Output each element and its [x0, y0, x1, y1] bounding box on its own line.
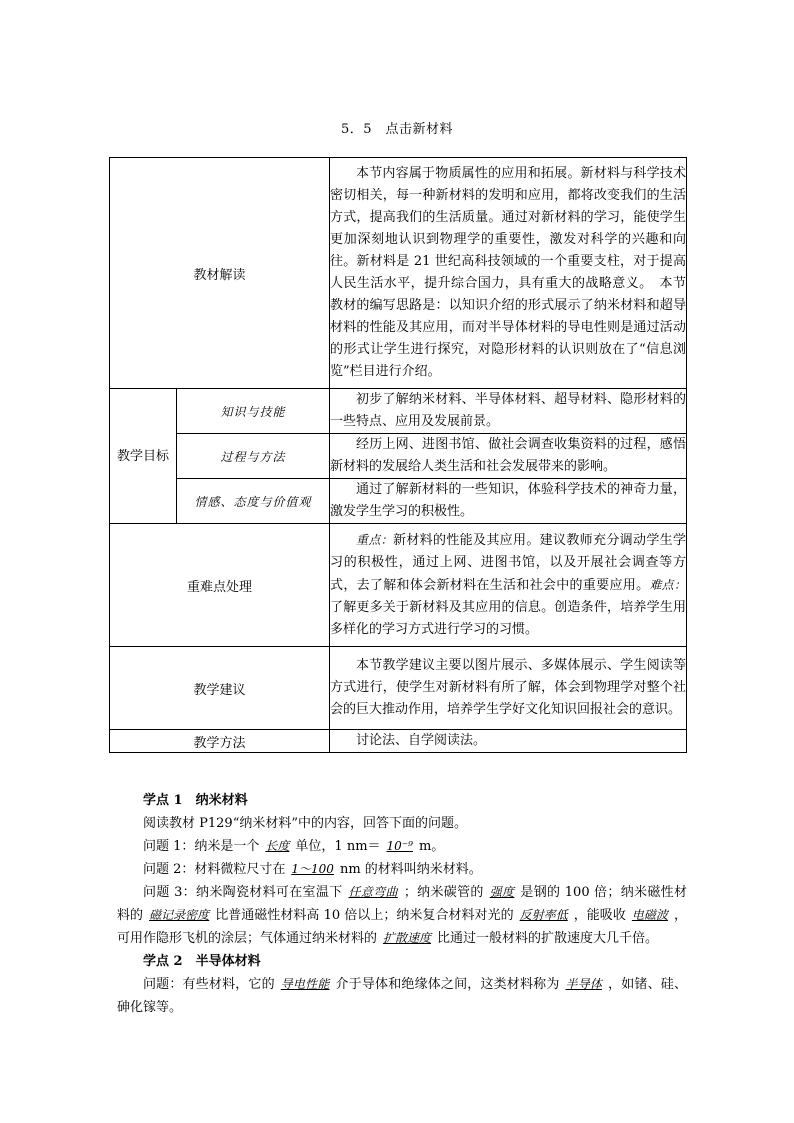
answer-blank: 任意弯曲: [348, 885, 398, 899]
answer-blank: 导电性能: [280, 977, 330, 991]
question-2: 问题 2：材料微粒尺寸在 1～100 nm 的材料叫纳米材料。: [143, 862, 482, 877]
key-point-label: 重点：: [356, 533, 394, 547]
table-row-goal-process: [110, 434, 687, 479]
goal-attitude-text: 通过了解新材料的一些知识，体验科学技术的神奇力量，激发学生学习的积极性。: [330, 479, 687, 524]
goal-process-text: 经历上网、进图书馆、做社会调查收集资料的过程，感悟新材料的发展给人类生活和社会发展带来的影响。: [330, 434, 687, 479]
keypoints-text: 重点：新材料的性能及其应用。建议教师充分调动学生学习的积极性，通过上网、进图书馆，以及开展社会调查等方式，去了解和体会新材料在生活和社会中的重要应用。难点：了解更多关于新材料及其应用的信息。创造条件，培养学生用多样化的学习方式进行学习的习惯。: [330, 524, 687, 647]
answer-blank: 强度: [489, 885, 515, 899]
lesson-plan-table: [109, 157, 687, 753]
difficulty-label: 难点：: [649, 578, 686, 592]
answer-blank: 反射率低: [519, 908, 568, 922]
table-row-suggestion: [110, 647, 687, 730]
answer-blank: 磁记录密度: [149, 908, 210, 922]
row-label-suggestion: 教学建议: [110, 647, 330, 730]
page-title: 5．5 点击新材料: [340, 122, 454, 137]
table-row-goal-knowledge: [110, 389, 687, 434]
method-text: 讨论法、自学阅读法。: [330, 730, 687, 753]
table-row-textbook: [110, 158, 687, 389]
study-heading-semiconductor: 学点 2 半导体材料: [143, 954, 261, 969]
table-row-method: [110, 730, 687, 753]
question-semiconductor: 问题：有些材料，它的 导电性能 介于导体和绝缘体之间，这类材料称为 半导体 ，如锗、硅、砷化镓等。: [117, 977, 687, 1015]
answer-blank: 10⁻⁹: [386, 839, 413, 853]
goal-sub-attitude: 情感、态度与价值观: [177, 479, 330, 524]
study-reading-instruction: 阅读教材 P129“纳米材料”中的内容，回答下面的问题。: [143, 816, 467, 831]
goal-sub-knowledge: 知识与技能: [177, 389, 330, 434]
answer-blank: 长度: [265, 839, 290, 853]
goal-knowledge-text: 初步了解纳米材料、半导体材料、超导材料、隐形材料的一些特点、应用及发展前景。: [330, 389, 687, 434]
suggestion-text: 本节教学建议主要以图片展示、多媒体展示、学生阅读等方式进行，使学生对新材料有所了解，体会到物理学对整个社会的巨大推动作用，培养学生学好文化知识回报社会的意识。: [330, 647, 687, 730]
answer-blank: 1～100: [291, 862, 334, 876]
row-label-goals: 教学目标: [110, 389, 177, 524]
table-row-keypoints: [110, 524, 687, 647]
goal-sub-process: 过程与方法: [177, 434, 330, 479]
study-section: [117, 789, 687, 1019]
table-row-goal-attitude: [110, 479, 687, 524]
row-label-textbook: 教材解读: [110, 158, 330, 389]
answer-blank: 电磁波: [631, 908, 668, 922]
question-3: 问题 3：纳米陶瓷材料可在室温下 任意弯曲 ；纳米碳管的 强度 是钢的 100 倍；纳米磁性材料的 磁记录密度 比普通磁性材料高 10 倍以上；纳米复合材料对光的 反射率低 ，能吸收 电磁波 ，可用作隐形飞机的涂层；气体通过纳米材料的 扩散速度 比通过一般材料的扩散速度大几千倍。: [117, 885, 687, 946]
question-1: 问题 1：纳米是一个 长度 单位，1 nm＝ 10⁻⁹ m。: [143, 839, 445, 854]
row-label-method: 教学方法: [110, 730, 330, 753]
textbook-analysis-text: 本节内容属于物质属性的应用和拓展。新材料与科学技术密切相关，每一种新材料的发明和应用，都将改变我们的生活方式，提高我们的生活质量。通过对新材料的学习，能使学生更加深刻地认识到物理学的重要性，激发对科学的兴趣和向往。新材料是 21 世纪高科技领域的一个重要支柱，对于提高人民生活水平，提升综合国力，具有重大的战略意义。 本节教材的编写思路是：以知识介绍的形式展示了纳米材料和超导材料的性能及其应用，而对半导体材料的导电性则是通过活动的形式让学生进行探究，对隐形材料的认识则放在了“信息浏览”栏目进行介绍。: [330, 158, 687, 389]
study-heading-nano: 学点 1 纳米材料: [143, 793, 248, 808]
answer-blank: 扩散速度: [383, 931, 432, 945]
answer-blank: 半导体: [565, 977, 603, 991]
row-label-keypoints: 重难点处理: [110, 524, 330, 647]
